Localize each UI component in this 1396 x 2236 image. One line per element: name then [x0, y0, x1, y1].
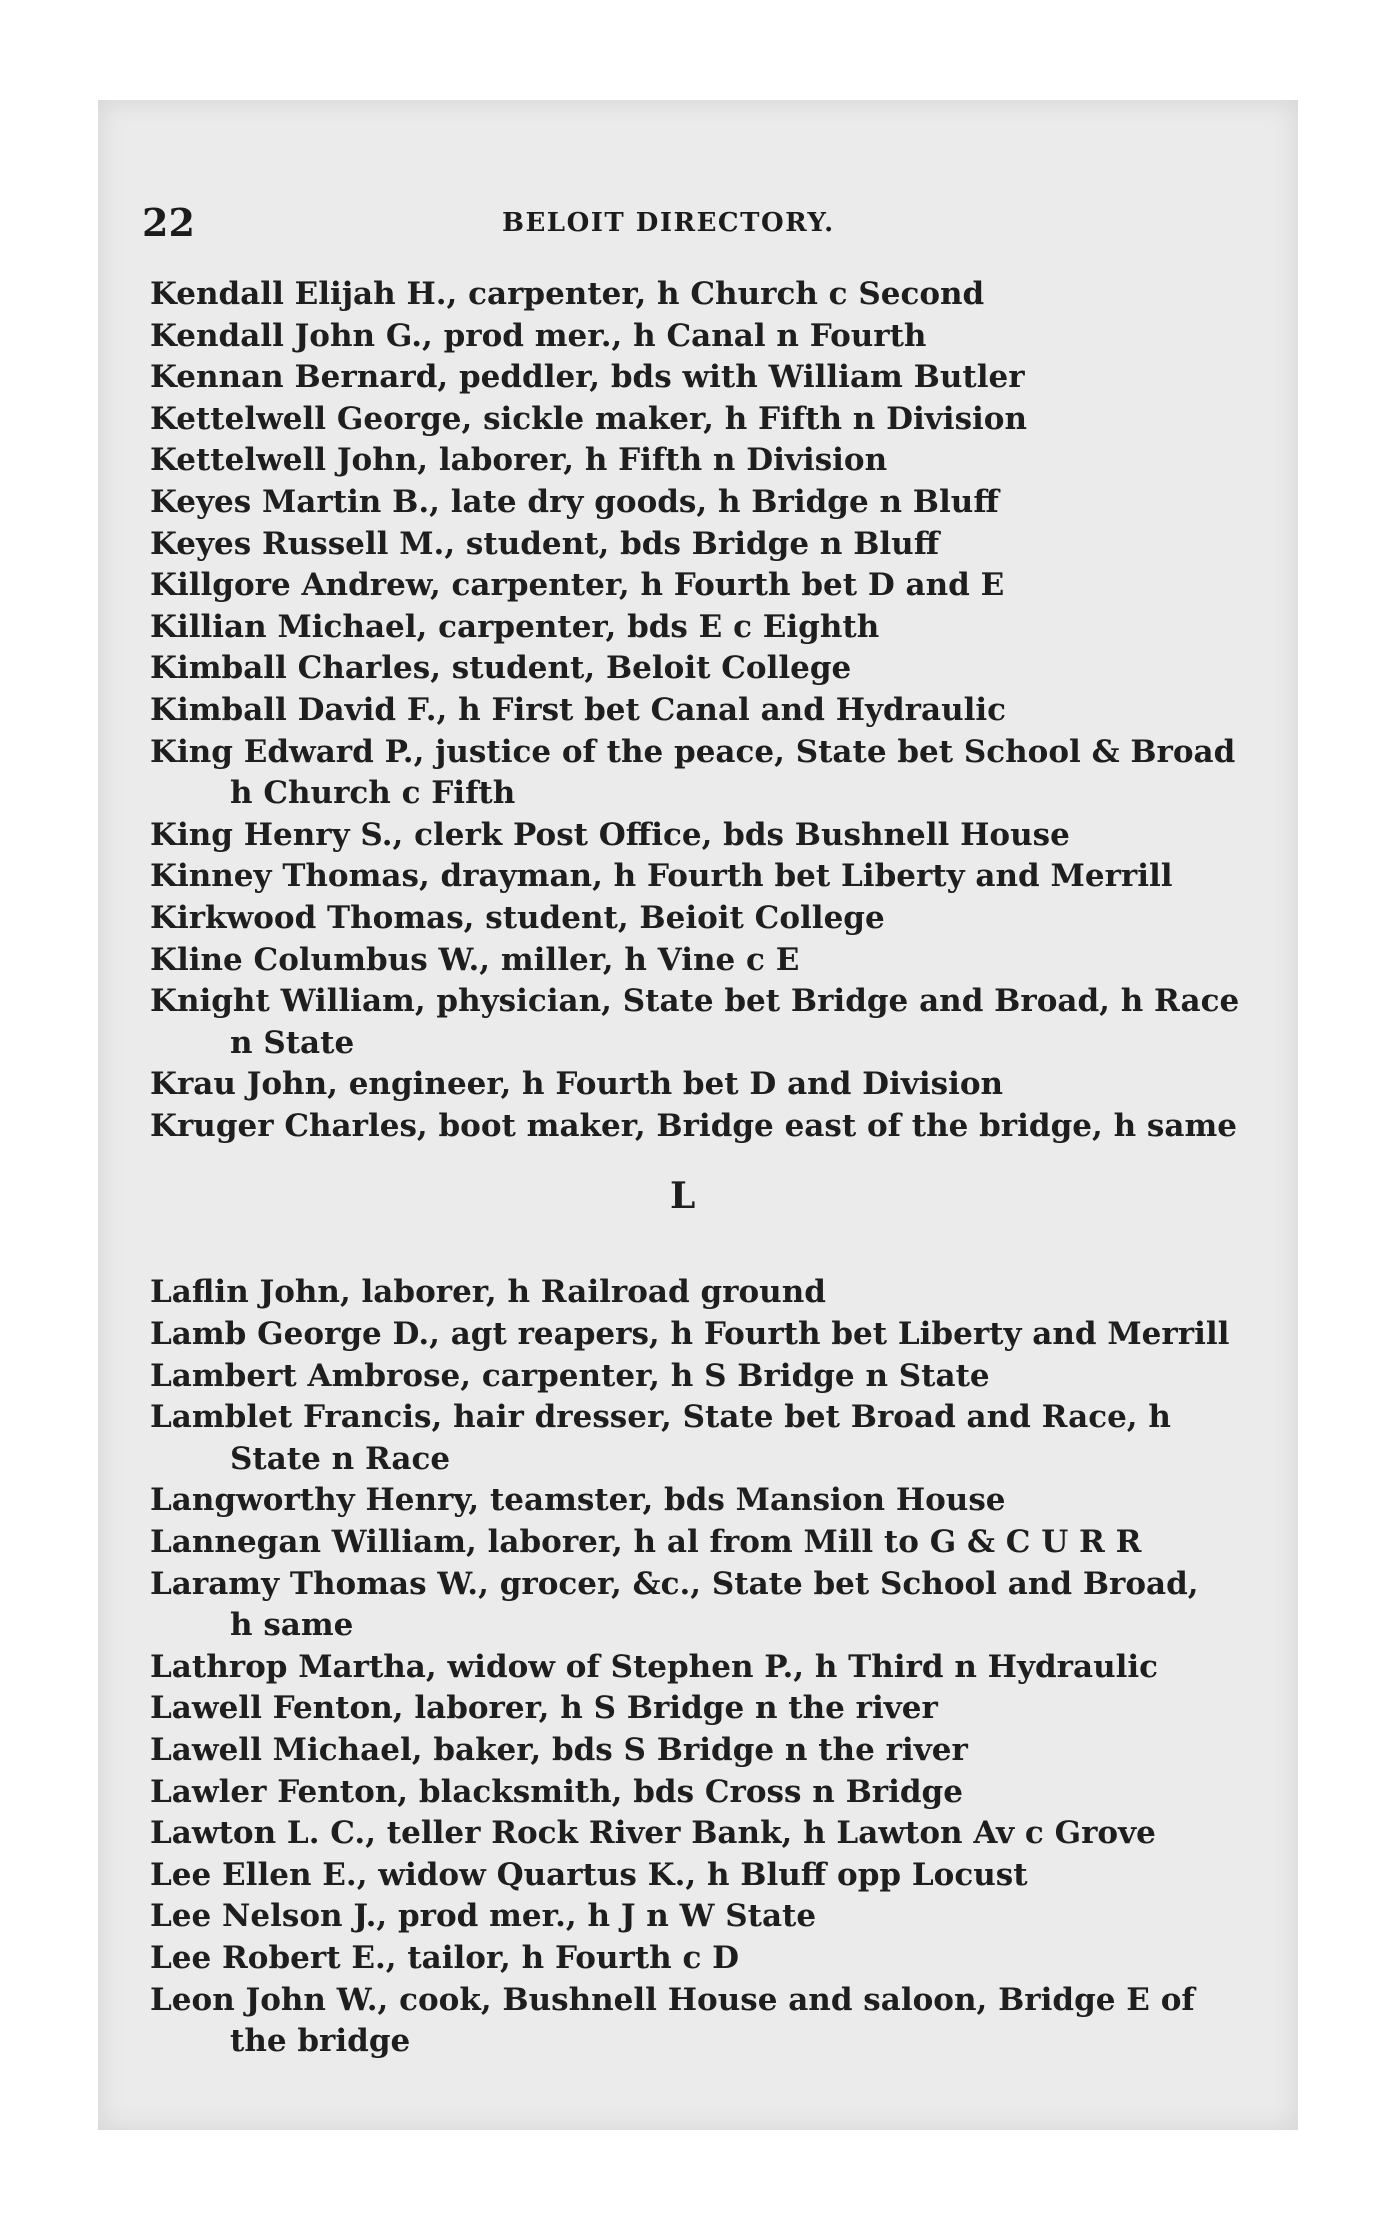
entry-text: Kendall Elijah H., carpenter, h Church c Second: [150, 276, 985, 312]
entry-text: Krau John, engineer, h Fourth bet D and Division: [150, 1066, 1004, 1103]
page-header: [142, 200, 1212, 248]
entry-text: Killgore Andrew, carpenter, h Fourth bet D and E: [150, 567, 1005, 604]
directory-entry: [150, 940, 1230, 982]
entry-text: Lamblet Francis, hair dresser, State bet Broad and Race, h: [150, 1399, 1171, 1436]
directory-entry: [150, 316, 1230, 358]
entry-text: Lamb George D., agt reapers, h Fourth bet Liberty and Merrill: [150, 1316, 1230, 1353]
directory-entry: [150, 1730, 1230, 1772]
entry-text: Lannegan William, laborer, h al from Mill to G & C U R R: [150, 1524, 1142, 1561]
entry-text: Lambert Ambrose, carpenter, h S Bridge n State: [150, 1357, 990, 1394]
directory-entry: [150, 1356, 1230, 1398]
directory-entry: [150, 1106, 1237, 1148]
section-l-list: [150, 1272, 1230, 2062]
entry-text: Laramy Thomas W., grocer, &c., State bet School and Broad,: [150, 1565, 1199, 1602]
directory-entry: [150, 732, 1236, 815]
entry-continuation: h same: [230, 1607, 354, 1644]
directory-entry: [150, 524, 1230, 566]
entry-text: Killian Michael, carpenter, bds E c Eighth: [150, 608, 880, 645]
entry-text: Langworthy Henry, teamster, bds Mansion House: [150, 1482, 1006, 1519]
entry-text: King Edward P., justice of the peace, State bet School & Broad: [150, 733, 1236, 770]
directory-entry: [150, 1813, 1230, 1855]
directory-entry: [150, 1980, 1230, 2063]
directory-entry: [150, 898, 1230, 940]
directory-entry: [150, 1272, 1230, 1314]
directory-entry: [150, 357, 1230, 399]
directory-entry: [150, 1314, 1230, 1356]
directory-entry: [150, 1480, 1230, 1522]
entry-text: Leon John W., cook, Bushnell House and saloon, Bridge E of: [150, 1981, 1195, 2018]
entry-text: Keyes Russell M., student, bds Bridge n Bluff: [150, 525, 940, 562]
running-head: BELOIT DIRECTORY.: [502, 208, 835, 238]
entry-text: Lee Robert E., tailor, h Fourth c D: [150, 1939, 740, 1976]
entry-text: Laflin John, laborer, h Railroad ground: [150, 1274, 826, 1311]
directory-entry: [150, 1522, 1230, 1564]
entry-text: Lawler Fenton, blacksmith, bds Cross n Bridge: [150, 1773, 963, 1810]
entry-text: Lathrop Martha, widow of Stephen P., h Third n Hydraulic: [150, 1648, 1159, 1685]
directory-entry: [150, 1896, 1230, 1938]
entry-text: Kirkwood Thomas, student, Beioit College: [150, 899, 885, 936]
section-heading-l: L: [670, 1175, 696, 1218]
directory-entry: [150, 565, 1230, 607]
directory-entry: [150, 1772, 1230, 1814]
directory-entry: [150, 815, 1230, 857]
directory-entry: [150, 856, 1230, 898]
entry-text: Kinney Thomas, drayman, h Fourth bet Liberty and Merrill: [150, 858, 1173, 895]
directory-entry: [150, 1564, 1230, 1647]
entry-text: Kimball David F., h First bet Canal and Hydraulic: [150, 691, 1007, 728]
entry-text: Kettelwell George, sickle maker, h Fifth n Division: [150, 400, 1028, 437]
page-number: 22: [142, 200, 195, 245]
section-k-list: [150, 274, 1240, 1147]
directory-entry: [150, 274, 1230, 316]
entry-text: Kendall John G., prod mer., h Canal n Fourth: [150, 317, 927, 354]
entry-continuation: n State: [230, 1024, 355, 1061]
entry-text: Lawton L. C., teller Rock River Bank, h Lawton Av c Grove: [150, 1815, 1156, 1852]
directory-entry: [150, 1647, 1230, 1689]
entry-text: Kettelwell John, laborer, h Fifth n Division: [150, 442, 888, 479]
entry-continuation: State n Race: [230, 1440, 451, 1477]
entry-text: Lee Nelson J., prod mer., h J n W State: [150, 1898, 817, 1935]
directory-entry: [150, 1397, 1230, 1480]
directory-entry: [150, 981, 1240, 1064]
directory-entry: [150, 648, 1230, 690]
entry-text: King Henry S., clerk Post Office, bds Bushnell House: [150, 816, 1070, 853]
directory-entry: [150, 690, 1230, 732]
entry-text: Kruger Charles, boot maker, Bridge east of the bridge, h same: [150, 1107, 1237, 1144]
entry-continuation: h Church c Fifth: [230, 775, 516, 812]
directory-entry: [150, 1064, 1230, 1106]
entry-text: Lee Ellen E., widow Quartus K., h Bluff opp Locust: [150, 1856, 1028, 1893]
directory-entry: [150, 440, 1230, 482]
entry-text: Kennan Bernard, peddler, bds with William Butler: [150, 359, 1025, 396]
entry-text: Kline Columbus W., miller, h Vine c E: [150, 941, 800, 978]
entry-text: Kimball Charles, student, Beloit College: [150, 650, 852, 687]
directory-entry: [150, 1688, 1230, 1730]
directory-entry: [150, 1855, 1230, 1897]
directory-entry: [150, 607, 1230, 649]
entry-continuation: the bridge: [230, 2023, 411, 2060]
directory-entry: [150, 1938, 1230, 1980]
entry-text: Lawell Fenton, laborer, h S Bridge n the river: [150, 1690, 938, 1727]
entry-text: Lawell Michael, baker, bds S Bridge n the river: [150, 1732, 968, 1768]
directory-entry: [150, 482, 1230, 524]
directory-entries: [150, 274, 1240, 2063]
directory-entry: [150, 399, 1230, 441]
entry-text: Knight William, physician, State bet Bridge and Broad, h Race: [150, 983, 1240, 1020]
entry-text: Keyes Martin B., late dry goods, h Bridge n Bluff: [150, 483, 999, 520]
